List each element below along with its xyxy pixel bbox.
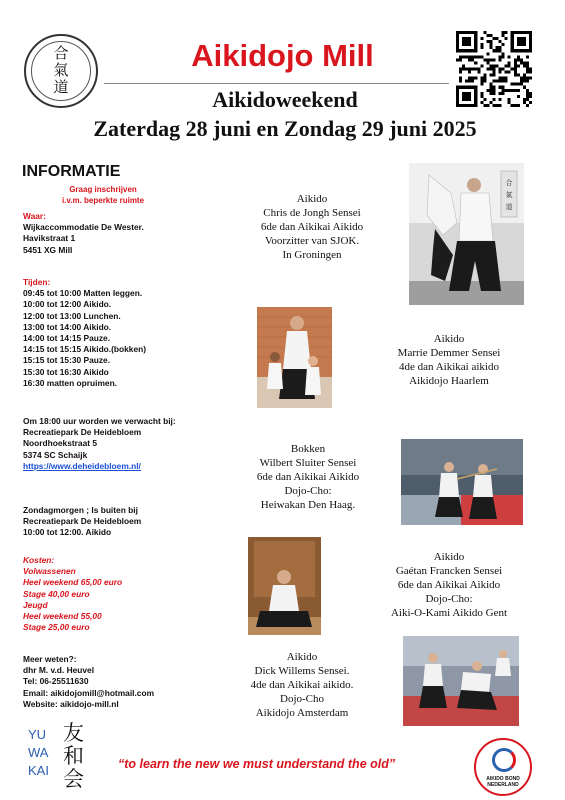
photo-chris-de-jongh — [409, 163, 524, 305]
evening-block: Om 18:00 uur worden we verwacht bij: Recreatiepark De Heidebloem Noordhoekstraat 5 5374 SC Schaijk https://www.deheidebloem.nl/ — [23, 416, 176, 471]
schedule-label: Tijden: — [23, 277, 51, 287]
heidebloem-link[interactable]: https://www.deheidebloem.nl/ — [23, 460, 141, 471]
svg-text:合: 合 — [505, 179, 513, 187]
instructor-caption-4: Aikido Gaétan Francken Sensei 6de dan Aikikai Aikido Dojo-Cho: Aiki-O-Kami Aikido Gent — [390, 551, 508, 619]
logo-kanji-char: 道 — [53, 78, 69, 96]
aikido-bond-logo: AIKIDO BOND NEDERLAND — [474, 738, 532, 796]
instructor-caption-3: Bokken Wilbert Sluiter Sensei 6de dan Aikikai Aikido Dojo-Cho: Heiwakan Den Haag. — [256, 443, 360, 511]
contact-block: Meer weten?: dhr M. v.d. Heuvel Tel: 06-25511630 Email: aikidojomill@hotmail.com Website: aikidojo-mill.nl — [23, 654, 155, 709]
location-block: Waar: Wijkaccommodatie De Wester. Havikstraat 1 5451 XG Mill — [23, 211, 144, 255]
photo-wilbert-sluiter — [401, 439, 523, 525]
contact-website[interactable]: Website: aikidojo-mill.nl — [23, 698, 119, 709]
schedule-block: Tijden: 09:45 tot 10:00 Matten leggen. 10:00 tot 12:00 Aikido. 12:00 tot 13:00 Lunchen. 13:00 tot 14:00 Aikido. 14:00 tot 14:15 Pauze. 14:15 tot 15:15 Aikido.(bokken) 15:15 tot 15:30 Pauze. 15:30 tot 16:30 Aikido 16:30 matten opruimen. — [23, 277, 147, 388]
logo-kanji-char: 合 — [53, 44, 69, 62]
yuwakai-kanji: 友 和 会 — [63, 721, 84, 791]
event-subtitle: Aikidoweekend — [212, 87, 358, 112]
info-heading: INFORMATIE — [22, 163, 121, 180]
costs-block: Kosten: Volwassenen Heel weekend 65,00 euro Stage 40,00 euro Jeugd Heel weekend 55,00 Stage 25,00 euro — [23, 555, 123, 633]
logo-kanji-char: 氣 — [53, 61, 69, 79]
instructor-caption-5: Aikido Dick Willems Sensei. 4de dan Aikikai aikido. Dojo-Cho Aikidojo Amsterdam — [250, 651, 354, 719]
photo-dick-willems — [403, 636, 519, 726]
instructor-caption-1: Aikido Chris de Jongh Sensei 6de dan Aikikai Aikido Voorzitter van SJOK. In Groningen — [260, 193, 364, 261]
sunday-block: Zondagmorgen ; Is buiten bij Recreatiepark De Heidebloem 10:00 tot 12:00. Aikido — [23, 505, 142, 538]
page-title: Aikidojo Mill — [191, 38, 374, 73]
aikido-logo — [24, 34, 98, 108]
costs-label: Kosten: — [23, 555, 55, 565]
svg-text:道: 道 — [505, 203, 513, 211]
photo-gaetan-francken — [248, 537, 321, 635]
yuwakai-label: YU WA KAI — [28, 727, 49, 778]
motto-quote: “to learn the new we must understand the old” — [118, 757, 396, 771]
location-label: Waar: — [23, 211, 46, 221]
instructor-caption-2: Aikido Marrie Demmer Sensei 4de dan Aikikai aikido Aikidojo Haarlem — [397, 333, 501, 387]
title-divider — [104, 83, 449, 84]
contact-email[interactable]: Email: aikidojomill@hotmail.com — [23, 687, 155, 698]
registration-note: Graag inschrijven i.v.m. beperkte ruimte — [61, 185, 145, 205]
svg-text:氣: 氣 — [505, 191, 513, 199]
event-dates: Zaterdag 28 juni en Zondag 29 juni 2025 — [93, 116, 477, 141]
logo-kanji — [26, 45, 96, 96]
photo-marrie-demmer — [257, 307, 332, 408]
qr-code-icon[interactable] — [456, 31, 532, 107]
